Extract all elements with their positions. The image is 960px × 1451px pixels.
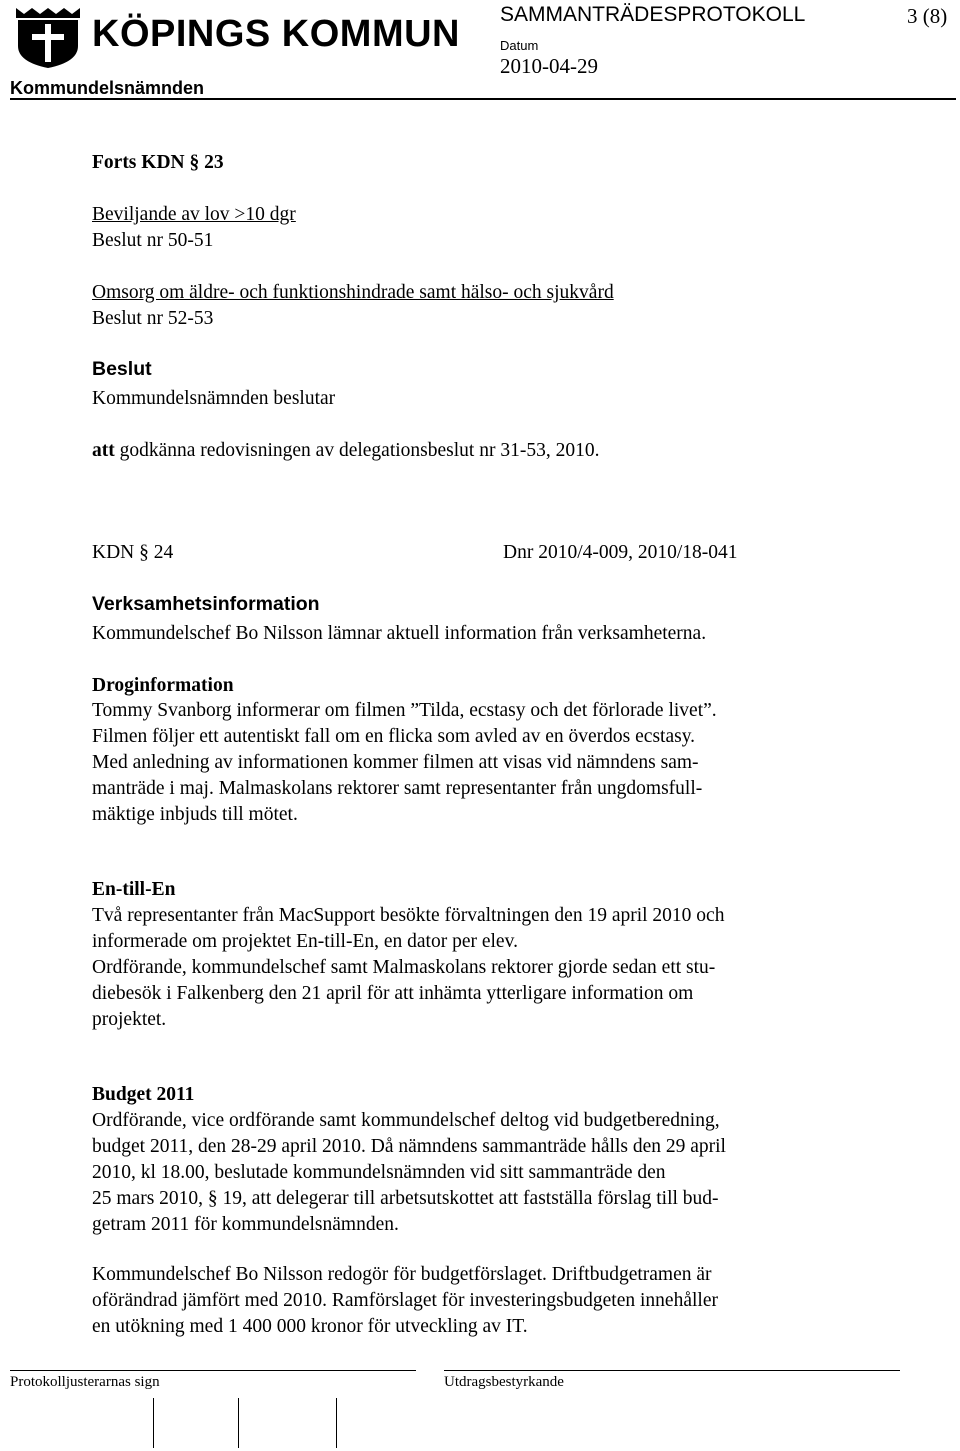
signature-box-divider — [336, 1398, 337, 1448]
drog-line: manträde i maj. Malmaskolans rektorer samt representanter från ungdomsfull- — [92, 778, 703, 799]
entillen-heading: En-till-En — [92, 879, 176, 900]
verksamhet-text: Kommundelschef Bo Nilsson lämnar aktuell information från verksamheterna. — [92, 623, 707, 644]
budget-heading: Budget 2011 — [92, 1084, 195, 1105]
beslut-heading: Beslut — [92, 358, 152, 380]
item1-beslut: Beslut nr 50-51 — [92, 230, 214, 251]
header-divider — [10, 98, 956, 100]
drog-line: Tommy Svanborg informerar om filmen ”Tilda, ecstasy och det förlorade livet”. — [92, 700, 717, 721]
signature-box-divider — [238, 1398, 239, 1448]
forts-heading: Forts KDN § 23 — [92, 152, 224, 173]
coat-of-arms-icon — [16, 8, 80, 68]
att-clause: att godkänna redovisningen av delegationsbeslut nr 31-53, 2010. — [92, 440, 600, 461]
item1-title: Beviljande av lov >10 dgr — [92, 204, 296, 225]
budget2-line: Kommundelschef Bo Nilsson redogör för budgetförslaget. Driftbudgetramen är — [92, 1264, 712, 1285]
budget-line: 25 mars 2010, § 19, att delegerar till arbetsutskottet att fastställa förslag till bud- — [92, 1188, 719, 1209]
logo-wordmark: KÖPINGS KOMMUN — [92, 13, 460, 55]
date-label: Datum — [500, 38, 539, 53]
drog-line: Med anledning av informationen kommer filmen att visas vid nämndens sam- — [92, 752, 699, 773]
entillen-line: Två representanter från MacSupport besökte förvaltningen den 19 april 2010 och — [92, 905, 725, 926]
beslutar-text: Kommundelsnämnden beslutar — [92, 388, 336, 409]
budget-line: getram 2011 för kommundelsnämnden. — [92, 1214, 399, 1235]
entillen-line: projektet. — [92, 1009, 167, 1030]
verksamhet-heading: Verksamhetsinformation — [92, 593, 320, 615]
budget2-line: oförändrad jämfört med 2010. Ramförslaget för investeringsbudgeten innehåller — [92, 1290, 718, 1311]
kdn24-heading: KDN § 24 — [92, 542, 174, 563]
sign-label: Protokolljusterarnas sign — [10, 1374, 160, 1390]
budget2-line: en utökning med 1 400 000 kronor för utveckling av IT. — [92, 1316, 528, 1337]
item2-beslut: Beslut nr 52-53 — [92, 308, 214, 329]
footer-divider — [444, 1370, 900, 1371]
committee-name: Kommundelsnämnden — [10, 78, 205, 98]
drog-line: Filmen följer ett autentiskt fall om en flicka som avled av en överdos ecstasy. — [92, 726, 696, 747]
entillen-line: diebesök i Falkenberg den 21 april för att inhämta ytterligare information om — [92, 983, 694, 1004]
drog-heading: Droginformation — [92, 675, 234, 696]
entillen-line: Ordförande, kommundelschef samt Malmaskolans rektorer gjorde sedan ett stu- — [92, 957, 716, 978]
item2-title: Omsorg om äldre- och funktionshindrade samt hälso- och sjukvård — [92, 282, 614, 303]
budget-line: 2010, kl 18.00, beslutade kommundelsnämnden vid sitt sammanträde den — [92, 1162, 666, 1183]
document-type: SAMMANTRÄDESPROTOKOLL — [500, 3, 806, 26]
page-number: 3 (8) — [907, 4, 948, 28]
date-value: 2010-04-29 — [500, 54, 598, 78]
dnr-number: Dnr 2010/4-009, 2010/18-041 — [503, 542, 738, 563]
budget-line: Ordförande, vice ordförande samt kommundelschef deltog vid budgetberedning, — [92, 1110, 720, 1131]
footer-divider — [10, 1370, 416, 1371]
signature-box-divider — [153, 1398, 154, 1448]
budget-line: budget 2011, den 28-29 april 2010. Då nämndens sammanträde hålls den 29 april — [92, 1136, 726, 1157]
extract-label: Utdragsbestyrkande — [444, 1374, 564, 1390]
drog-line: mäktige inbjuds till mötet. — [92, 804, 298, 825]
entillen-line: informerade om projektet En-till-En, en dator per elev. — [92, 931, 518, 952]
